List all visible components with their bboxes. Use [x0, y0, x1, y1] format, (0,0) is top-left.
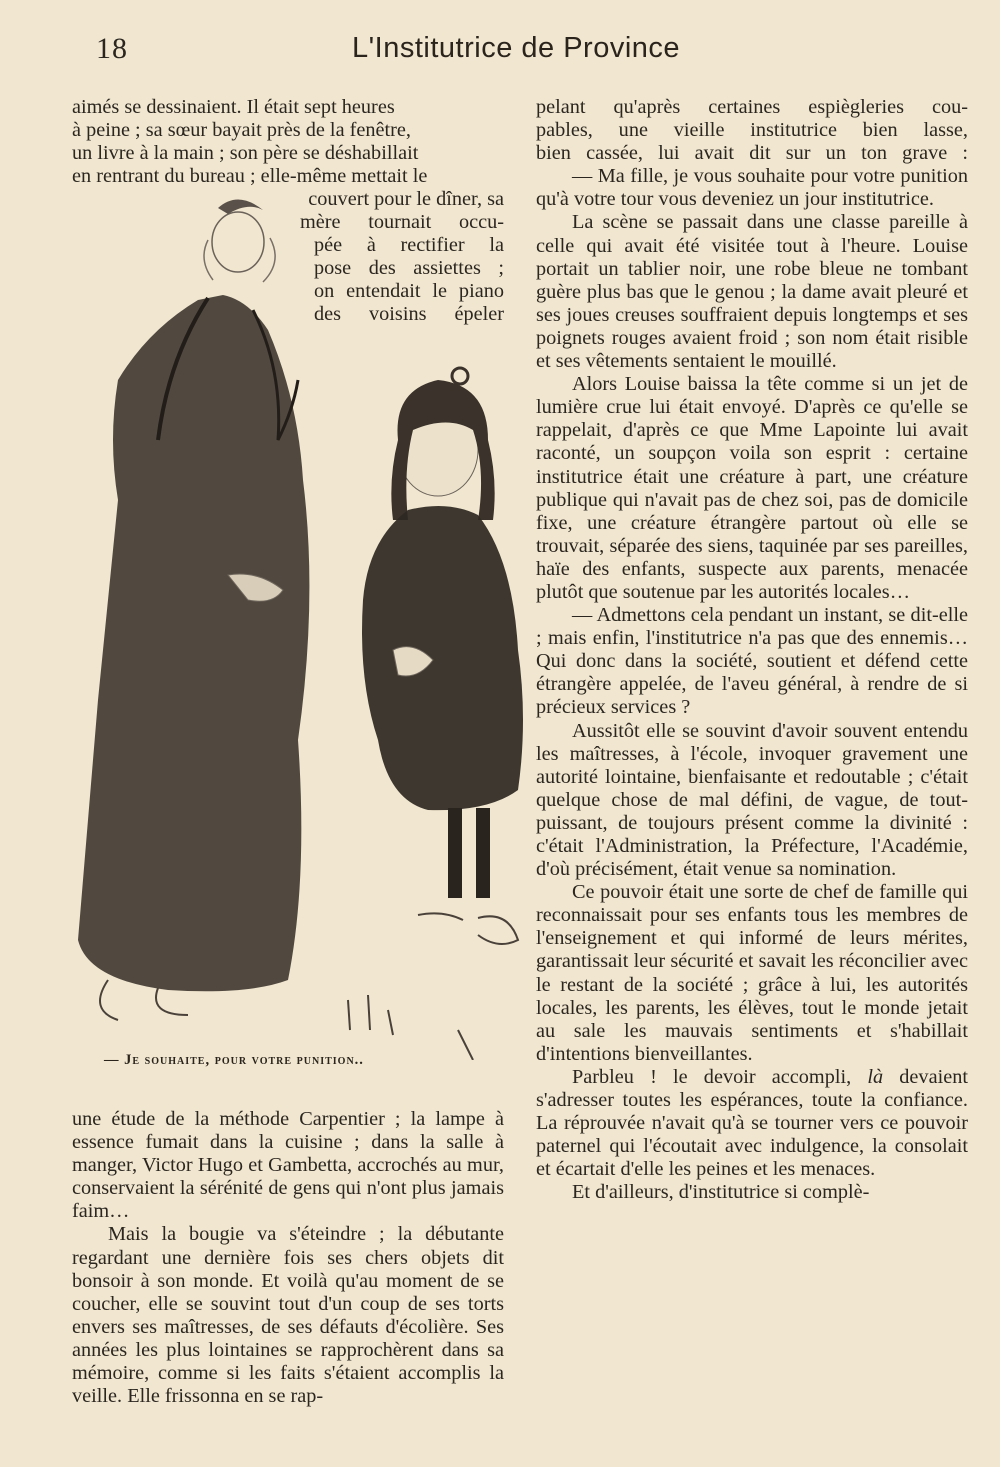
paragraph: [536, 1066, 968, 1181]
emphasis: là: [867, 1065, 884, 1088]
text-line: couvert pour le dîner, sa: [308, 188, 504, 210]
text-span: Parbleu ! le devoir accompli,: [572, 1065, 868, 1088]
illustration-caption: — Je souhaite, pour votre punition..: [104, 1052, 364, 1068]
text-line: pée à rectifier la: [314, 234, 504, 256]
paragraph: Alors Louise baissa la tête comme si un jet de lumière crue lui était envoyé. D'après ce qu'elle se rappelait, d'après ce que Mme Lapointe lui avait raconté, un soupçon voila son esprit : certaine institutrice était une créature à part, une créature publique qui n'avait pas de chez soi, pas de domicile fixe, une créature étrangère partout où elle se trouvait, séparée des siens, taquinée par ses pareilles, haïe des enfants, suspecte aux parents, menacée plutôt que soutenue par les autorités locales…: [536, 373, 968, 603]
text-line: bien cassée, lui avait dit sur un ton grave :: [536, 142, 968, 165]
paragraph: La scène se passait dans une classe pareille à celle qui avait été visitée tout à l'heure. Louise portait un tablier noir, une robe bleue ne tombant guère plus bas que le genou ; la dame avait pleuré et ses joues creuses souffraient depuis longtemps et ses poignets rouges avaient froid ; son nom était risible et ses vêtements sentaient le mouillé.: [536, 211, 968, 373]
paragraph: — Ma fille, je vous souhaite pour votre punition qu'à votre tour vous deveniez un jour institutrice.: [536, 165, 968, 211]
running-title: L'Institutrice de Province: [352, 32, 681, 64]
page-number: 18: [96, 32, 128, 65]
text-line: pelant qu'après certaines espiègleries cou-: [536, 96, 968, 118]
text-line: on entendait le piano: [314, 280, 504, 302]
text-line: pose des assiettes ;: [314, 257, 504, 279]
paragraph: Mais la bougie va s'éteindre ; la débutante regardant une dernière fois ses chers objets dit bonsoir à son monde. Et voilà qu'au moment de se coucher, elle se souvint tout d'un coup de ses torts envers ses maîtresses, de ses défauts d'écolière. Ses années les plus lointaines se rapprochèrent dans sa mémoire, comme si les faits s'étaient accomplis la veille. Elle frissonna en se rap-: [72, 1223, 504, 1408]
left-column-top: [72, 96, 504, 188]
right-column: [536, 96, 968, 1205]
left-column-wrap: [268, 188, 504, 211]
text-line: mère tournait occu-: [300, 211, 504, 233]
left-column-bottom: [72, 1108, 504, 1408]
paragraph: Et d'ailleurs, d'institutrice si complè-: [572, 1181, 870, 1204]
paragraph: — Admettons cela pendant un instant, se dit-elle ; mais enfin, l'institutrice n'a pas que des ennemis… Qui donc dans la société, soutient et défend cette étrangère appelée, de l'aveu général, à rendre de si précieux services ?: [536, 604, 968, 719]
text-line: pables, une vieille institutrice bien lasse,: [536, 119, 968, 142]
paragraph: Aussitôt elle se souvint d'avoir souvent entendu les maîtresses, à l'école, invoquer gravement une autorité lointaine, bienfaisante et redoutable ; c'était quelque chose de mal défini, de vague, de tout-puissant, de toujours présent comme la divinité : c'était l'Administration, la Préfecture, l'Académie, d'où précisément, était venue sa nomination.: [536, 719, 968, 881]
text-line: un livre à la main ; son père se déshabillait: [72, 142, 419, 165]
left-column-wrap: [314, 234, 504, 257]
paragraph: Ce pouvoir était une sorte de chef de famille qui reconnaissait pour ses enfants tous les membres de l'enseignement et qui informé de leurs mérites, garantissait leur sécurité et savait les réconcilier avec le restant de la société ; grâce à lui, les autorités locales, les parents, les élèves, tout le monde jetait au sale les mauvais sentiments et s'habillait d'intentions bienveillantes.: [536, 881, 968, 1065]
left-column-wrap: [314, 257, 504, 280]
running-head: [0, 32, 1000, 72]
left-column-wrap: [314, 303, 504, 326]
text-line: à peine ; sa sœur bayait près de la fenêtre,: [72, 119, 411, 142]
text-line: en rentrant du bureau ; elle-même mettait le: [72, 165, 428, 188]
left-column-wrap: [300, 211, 504, 234]
text-line: aimés se dessinaient. Il était sept heures: [72, 96, 395, 118]
text-span: devaient s'adresser toutes les espérances, toute la confiance. La réprouvée n'avait qu'à se tourner vers ce pouvoir paternel qui l'écoutait avec indulgence, la consolait et écartait d'elle les peines et les menaces.: [536, 1065, 968, 1181]
left-column-wrap: [314, 280, 504, 303]
text-line: des voisins épeler: [314, 303, 504, 325]
paragraph: une étude de la méthode Carpentier ; la lampe à essence fumait dans la cuisine ; dans la salle à manger, Victor Hugo et Gambetta, accrochés au mur, conservaient la sérénité de gens qui n'ont plus jamais faim…: [72, 1108, 504, 1223]
